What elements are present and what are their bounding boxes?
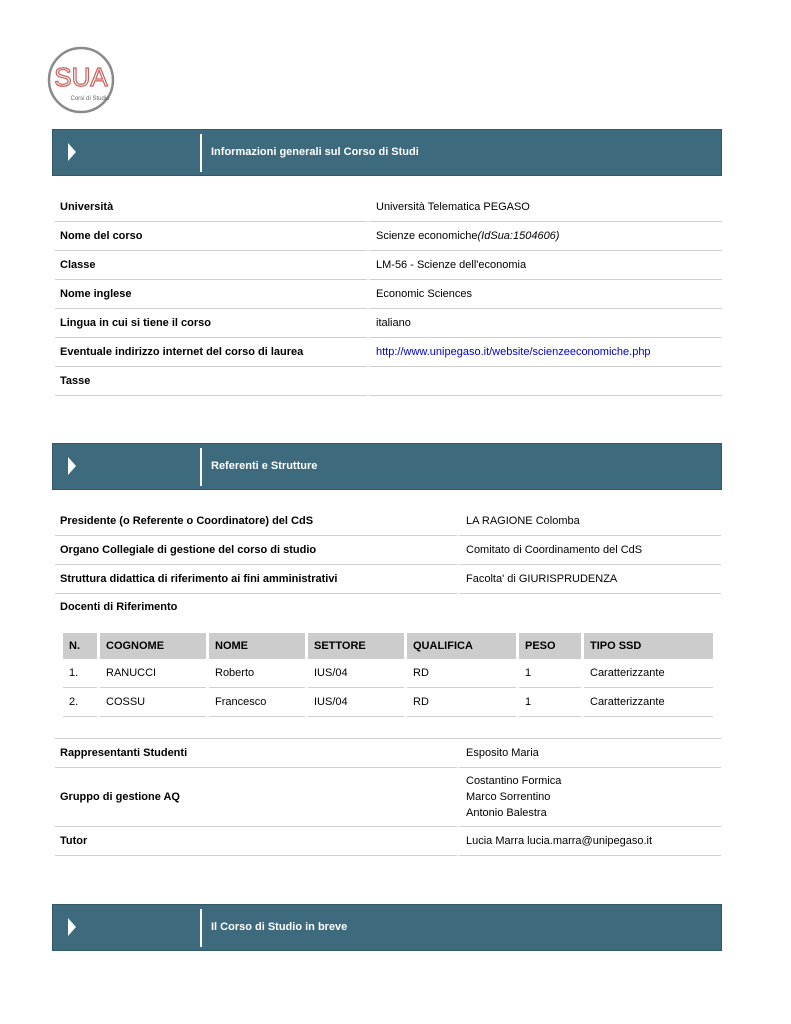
member-name: Costantino Formica — [466, 775, 562, 787]
row-value: Economic Sciences — [367, 280, 722, 309]
table-cell: Francesco — [209, 688, 305, 717]
column-header: SETTORE — [308, 633, 404, 659]
table-cell: RANUCCI — [100, 659, 206, 688]
table-row — [55, 280, 722, 309]
member-name: Marco Sorrentino — [466, 791, 551, 803]
row-label: Lingua in cui si tiene il corso — [55, 309, 367, 338]
section-title: Referenti e Strutture — [211, 460, 318, 472]
table-row — [55, 739, 721, 768]
table-row — [63, 688, 713, 717]
table-row — [55, 768, 721, 827]
table-header-row — [63, 633, 713, 659]
row-value — [367, 222, 722, 251]
svg-text:Corsi di Studio: Corsi di Studio — [70, 96, 110, 102]
section-header-referenti — [52, 443, 722, 490]
separator — [200, 134, 202, 172]
column-header: N. — [63, 633, 97, 659]
table-row — [55, 827, 721, 856]
altri-referenti-table — [55, 738, 721, 856]
table-cell: RD — [407, 688, 516, 717]
table-cell: IUS/04 — [308, 659, 404, 688]
section-header-breve — [52, 904, 722, 951]
table-row — [55, 507, 721, 536]
section-title: Informazioni generali sul Corso di Studi — [211, 146, 419, 158]
separator — [200, 448, 202, 486]
svg-text:SUA: SUA — [54, 62, 108, 92]
column-header: TIPO SSD — [584, 633, 713, 659]
docenti-heading: Docenti di Riferimento — [60, 601, 178, 613]
table-cell: IUS/04 — [308, 688, 404, 717]
member-name: Antonio Balestra — [466, 807, 547, 819]
row-label: Tasse — [55, 367, 367, 396]
row-value: Esposito Maria — [457, 739, 721, 768]
column-header: PESO — [519, 633, 581, 659]
table-cell: Roberto — [209, 659, 305, 688]
arrow-right-icon — [68, 457, 76, 475]
table-row — [55, 222, 722, 251]
docenti-table — [60, 633, 716, 717]
table-row — [55, 309, 722, 338]
table-cell: RD — [407, 659, 516, 688]
row-value: Facolta' di GIURISPRUDENZA — [457, 565, 721, 594]
table-cell: 2. — [63, 688, 97, 717]
arrow-right-icon — [68, 143, 76, 161]
row-label: Rappresentanti Studenti — [55, 739, 457, 768]
column-header: NOME — [209, 633, 305, 659]
row-value: LA RAGIONE Colomba — [457, 507, 721, 536]
referenti-table — [55, 507, 721, 594]
table-row — [55, 536, 721, 565]
arrow-right-icon — [68, 918, 76, 936]
row-value — [457, 768, 721, 827]
row-value: Lucia Marra lucia.marra@unipegaso.it — [457, 827, 721, 856]
table-cell: Caratterizzante — [584, 688, 713, 717]
table-row — [55, 367, 722, 396]
row-label: Università — [55, 193, 367, 222]
row-value — [367, 367, 722, 396]
row-label: Presidente (o Referente o Coordinatore) del CdS — [55, 507, 457, 536]
table-cell: COSSU — [100, 688, 206, 717]
table-cell: 1. — [63, 659, 97, 688]
sua-logo — [47, 46, 115, 114]
section-title: Il Corso di Studio in breve — [211, 921, 348, 933]
section-header-info — [52, 129, 722, 176]
row-label: Tutor — [55, 827, 457, 856]
table-row — [55, 338, 722, 367]
row-value: Università Telematica PEGASO — [367, 193, 722, 222]
table-row — [63, 659, 713, 688]
table-row — [55, 565, 721, 594]
row-value: LM-56 - Scienze dell'economia — [367, 251, 722, 280]
course-website-link[interactable]: http://www.unipegaso.it/website/scienzeeconomiche.php — [376, 346, 651, 358]
row-label: Struttura didattica di riferimento ai fini amministrativi — [55, 565, 457, 594]
separator — [200, 909, 202, 947]
row-value: italiano — [367, 309, 722, 338]
row-label: Classe — [55, 251, 367, 280]
table-cell: 1 — [519, 659, 581, 688]
row-value — [367, 338, 722, 367]
table-row — [55, 193, 722, 222]
column-header: QUALIFICA — [407, 633, 516, 659]
table-row — [55, 251, 722, 280]
row-label: Nome inglese — [55, 280, 367, 309]
row-value: Comitato di Coordinamento del CdS — [457, 536, 721, 565]
table-cell: 1 — [519, 688, 581, 717]
course-name: Scienze economiche — [376, 230, 478, 242]
course-id: (IdSua:1504606) — [477, 230, 560, 242]
row-label: Eventuale indirizzo internet del corso di laurea — [55, 338, 367, 367]
column-header: COGNOME — [100, 633, 206, 659]
row-label: Nome del corso — [55, 222, 367, 251]
row-label: Gruppo di gestione AQ — [55, 768, 457, 827]
row-label: Organo Collegiale di gestione del corso di studio — [55, 536, 457, 565]
table-cell: Caratterizzante — [584, 659, 713, 688]
info-table — [55, 193, 722, 396]
